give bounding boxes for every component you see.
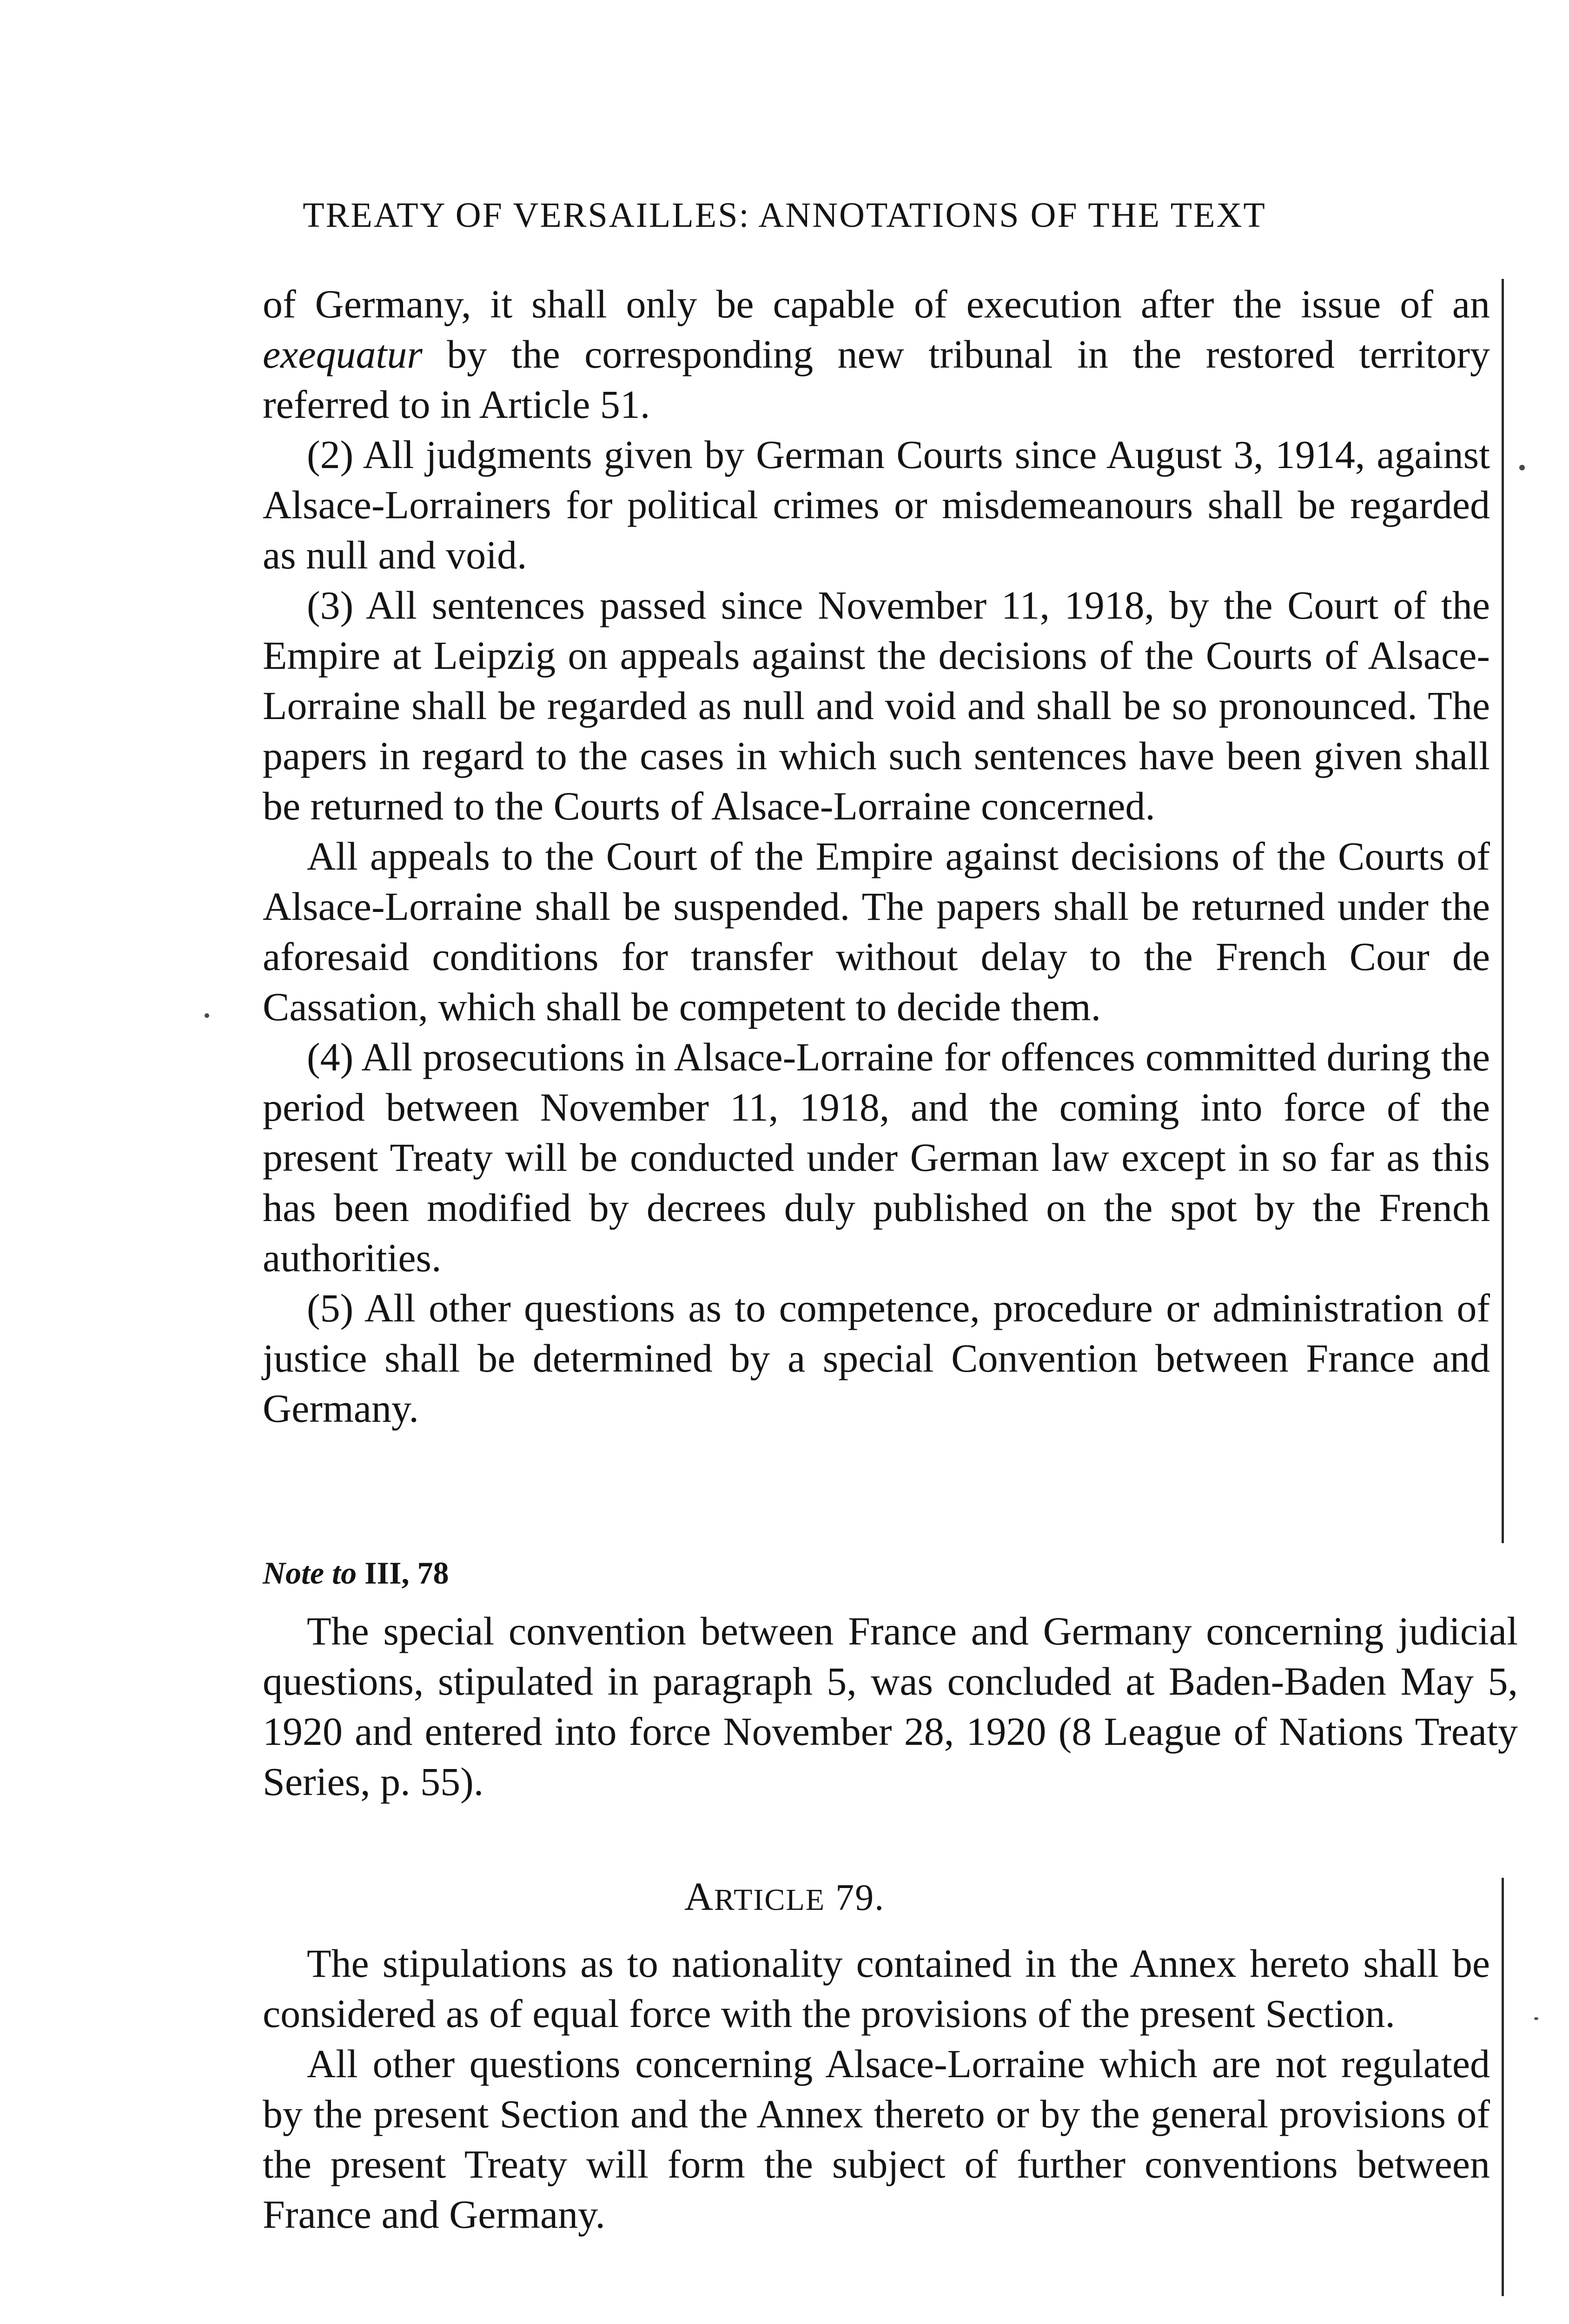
paragraph-3: (3) All sentences passed since November 11, 1918, by the Court of the Empire at Leipzig on appeals against the decisions of the Courts of Alsace-Lorraine shall be regarded as null and void and shall be so pronounced. The papers in regard to the cases in which such sentences have been given shall be returned to the Courts of Alsace-Lorraine concerned. bbox=[263, 583, 1490, 828]
note-text: The special convention between France and Germany concerning judicial questions, stipulated in paragraph 5, was concluded at Baden-Baden May 5, 1920 and entered into force November 28, 1920 (8 League of Nations Treaty Series, p. 55). bbox=[263, 1609, 1518, 1804]
continuation-text-1: of Germany, it shall only be capable of execution after the issue of an bbox=[263, 282, 1490, 326]
article-heading bbox=[0, 1873, 1569, 1920]
paragraph-4: (4) All prosecutions in Alsace-Lorraine for offences committed during the period between November 11, 1918, and the coming into force of the present Treaty will be conducted under German law except in so far as this has been modified by decrees duly published on the spot by the French authorities. bbox=[263, 1035, 1490, 1280]
paragraph-3b: All appeals to the Court of the Empire against decisions of the Courts of Alsace-Lorraine shall be suspended. The papers shall be returned under the aforesaid conditions for transfer without delay to the French Cour de Cassation, which shall be competent to decide them. bbox=[263, 834, 1490, 1029]
note-heading-prefix: Note to bbox=[263, 1555, 357, 1591]
note-body bbox=[263, 1606, 1518, 1807]
continuation-text-2: by the corresponding new tribunal in the restored territory referred to in Article 51. bbox=[263, 332, 1490, 427]
article-paragraph-2: All other questions concerning Alsace-Lorraine which are not regulated by the present Section and the Annex thereto or by the general provisions of the present Treaty will form the subject of further conventions between France and Germany. bbox=[263, 2041, 1490, 2237]
margin-rule-upper bbox=[1502, 279, 1504, 1543]
article-heading-number: 79. bbox=[835, 1877, 885, 1918]
treaty-body bbox=[263, 279, 1490, 1433]
scan-speck bbox=[1519, 465, 1525, 470]
margin-rule-lower bbox=[1502, 1878, 1504, 2296]
article-heading-initial: A bbox=[684, 1874, 715, 1919]
article-paragraph-1: The stipulations as to nationality contained in the Annex hereto shall be considered as of equal force with the provisions of the present Section. bbox=[263, 1941, 1490, 2036]
scan-speck bbox=[205, 1013, 209, 1018]
article-body bbox=[263, 1938, 1490, 2239]
note-heading-ref: III, 78 bbox=[364, 1555, 449, 1591]
paragraph-continuation bbox=[263, 279, 1490, 429]
paragraph-2: (2) All judgments given by German Courts since August 3, 1914, against Alsace-Lorrainers for political crimes or misdemeanours shall be regarded as null and void. bbox=[263, 432, 1490, 577]
scan-speck bbox=[1534, 2017, 1538, 2020]
note-heading bbox=[263, 1555, 449, 1591]
running-title: TREATY OF VERSAILLES: ANNOTATIONS OF THE TEXT bbox=[303, 196, 1266, 235]
article-heading-rest: RTICLE bbox=[714, 1883, 826, 1917]
paragraph-5: (5) All other questions as to competence, procedure or administration of justice shall be determined by a special Convention between France and Germany. bbox=[263, 1286, 1490, 1431]
continuation-italic-term: exequatur bbox=[263, 332, 423, 376]
